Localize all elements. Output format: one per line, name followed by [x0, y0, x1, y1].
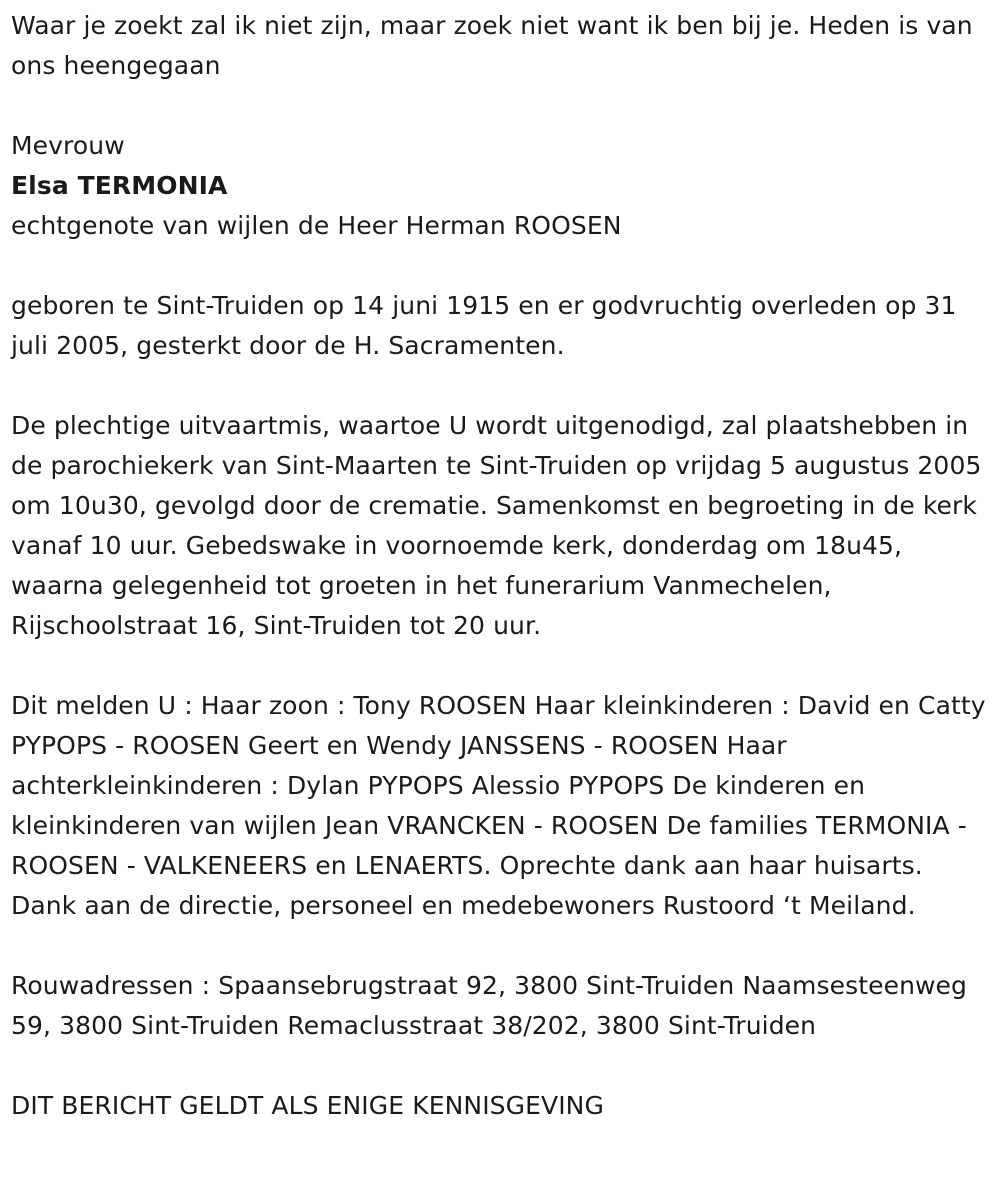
spacer — [11, 1046, 990, 1086]
spacer — [11, 646, 990, 686]
intro-text: Waar je zoekt zal ik niet zijn, maar zoek niet want ik ben bij je. Heden is van ons heengegaan — [11, 11, 973, 80]
spacer — [11, 246, 990, 286]
spacer — [11, 86, 990, 126]
birth-death-text: geboren te Sint-Truiden op 14 juni 1915 en er godvruchtig overleden op 31 juli 2005, gesterkt door de H. Sacramenten. — [11, 291, 957, 360]
family-text: Dit melden U : Haar zoon : Tony ROOSEN Haar kleinkinderen : David en Catty PYPOPS - ROOSEN Geert en Wendy JANSSENS - ROOSEN Haar achterkleinkinderen : Dylan PYPOPS Alessio PYPOPS De kinderen en kleinkinderen van wijlen Jean VRANCKEN - ROOSEN De families TERMONIA - ROOSEN - VALKENEERS en LENAERTS. Oprechte dank aan haar huisarts. Dank aan de directie, personeel en medebewoners Rustoord ‘t Meiland. — [11, 691, 986, 920]
funeral-text: De plechtige uitvaartmis, waartoe U wordt uitgenodigd, zal plaatshebben in de parochiekerk van Sint-Maarten te Sint-Truiden op vrijdag 5 augustus 2005 om 10u30, gevolgd door de crematie. Samenkomst en begroeting in de kerk vanaf 10 uur. Gebedswake in voornoemde kerk, donderdag om 18u45, waarna gelegenheid tot groeten in het funerarium Vanmechelen, Rijschoolstraat 16, Sint-Truiden tot 20 uur. — [11, 411, 982, 640]
notice-text: DIT BERICHT GELDT ALS ENIGE KENNISGEVING — [11, 1091, 604, 1120]
deceased-name: Elsa TERMONIA — [11, 171, 228, 200]
addresses-text: Rouwadressen : Spaansebrugstraat 92, 3800 Sint-Truiden Naamsesteenweg 59, 3800 Sint-Truiden Remaclusstraat 38/202, 3800 Sint-Truiden — [11, 971, 968, 1040]
spacer — [11, 366, 990, 406]
salutation: Mevrouw — [11, 131, 125, 160]
spacer — [11, 926, 990, 966]
spouse-line: echtgenote van wijlen de Heer Herman ROOSEN — [11, 211, 622, 240]
